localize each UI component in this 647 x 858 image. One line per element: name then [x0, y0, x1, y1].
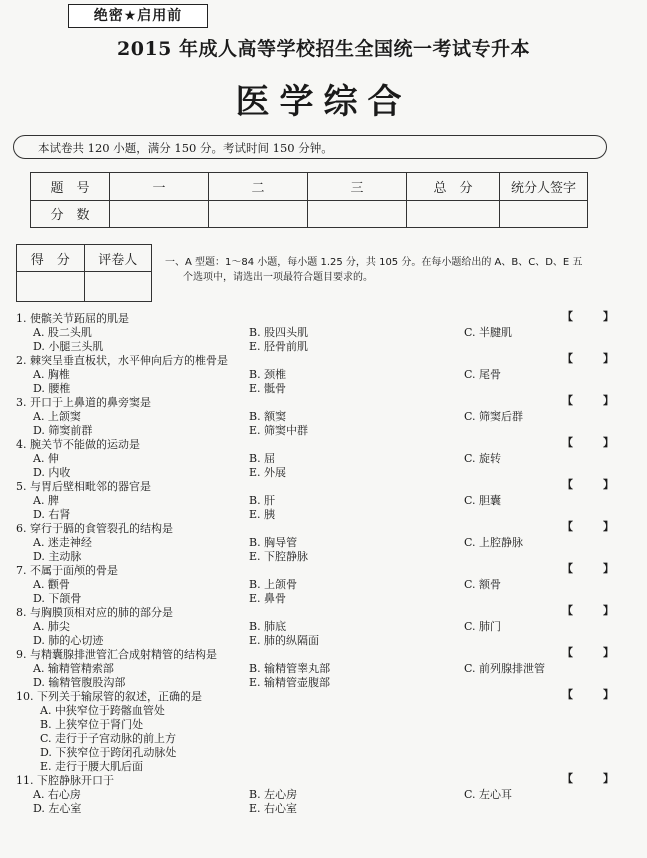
answer-bracket[interactable]	[562, 350, 622, 366]
question-stem: 7. 不属于面颅的骨是	[16, 564, 118, 577]
option-c: C. 上腔静脉	[464, 536, 524, 549]
option-b: B. 屈	[249, 452, 276, 465]
exam-subject: 医学综合	[235, 82, 412, 122]
score-cell[interactable]	[308, 200, 407, 228]
option-d: D. 右肾	[33, 508, 71, 521]
answer-bracket[interactable]	[562, 476, 622, 492]
answer-bracket-right: 】	[603, 310, 614, 323]
option-a: A. 股二头肌	[33, 326, 92, 339]
option-d: D. 筛窦前群	[33, 424, 93, 437]
exam-title: 2015 年成人高等学校招生全国统一考试专升本	[117, 38, 530, 60]
option-e: E. 下腔静脉	[249, 550, 309, 563]
score-header-cell: 统分人签字	[500, 173, 588, 201]
option-c: C. 走行于子宫动脉的前上方	[40, 732, 177, 745]
section-line: 一、A 型题：1～84 小题，每小题 1.25 分，共 105 分。在每小题给出的 A、B、C、D、E 五	[165, 257, 583, 268]
grader-table	[16, 244, 152, 302]
question-stem: 2. 棘突呈垂直板状，水平伸向后方的椎骨是	[16, 354, 228, 367]
score-row-label: 分 数	[31, 200, 110, 228]
option-b: B. 输精管睾丸部	[249, 662, 331, 675]
confidential-badge: 绝密★启用前	[68, 4, 208, 28]
answer-bracket[interactable]	[562, 644, 622, 660]
option-c: C. 胆囊	[464, 494, 502, 507]
score-header-cell: 一	[110, 173, 209, 201]
question-stem: 5. 与胃后壁相毗邻的器官是	[16, 480, 151, 493]
option-c: C. 半腱肌	[464, 326, 513, 339]
answer-bracket-left: 【	[562, 352, 573, 365]
answer-bracket[interactable]	[562, 602, 622, 618]
score-table-value-row	[31, 200, 588, 228]
option-e: E. 骶骨	[249, 382, 287, 395]
answer-bracket-left: 【	[562, 772, 573, 785]
option-d: D. 肺的心切迹	[33, 634, 104, 647]
answer-bracket-left: 【	[562, 478, 573, 491]
exam-notice: 本试卷共 120 小题，满分 150 分。考试时间 150 分钟。	[13, 135, 607, 159]
option-e: E. 输精管壶腹部	[249, 676, 331, 689]
question-stem: 8. 与胸膜顶相对应的肺的部分是	[16, 606, 173, 619]
option-c: C. 前列腺排泄管	[464, 662, 546, 675]
grader-name-cell[interactable]	[84, 272, 152, 302]
answer-bracket-right: 】	[603, 772, 614, 785]
answer-bracket[interactable]	[562, 434, 622, 450]
option-c: C. 旋转	[464, 452, 502, 465]
option-a: A. 脾	[33, 494, 59, 507]
answer-bracket-right: 】	[603, 436, 614, 449]
question-item	[16, 522, 616, 564]
option-a: A. 中狭窄位于跨髂血管处	[40, 704, 165, 717]
option-b: B. 额窦	[249, 410, 287, 423]
question-stem: 4. 腕关节不能做的运动是	[16, 438, 140, 451]
grader-name-label: 评卷人	[84, 245, 152, 272]
answer-bracket-left: 【	[562, 604, 573, 617]
question-item	[16, 480, 616, 522]
option-e: E. 右心室	[249, 802, 298, 815]
answer-bracket[interactable]	[562, 392, 622, 408]
option-d: D. 左心室	[33, 802, 82, 815]
question-stem: 10. 下列关于输尿管的叙述，正确的是	[16, 690, 202, 703]
answer-bracket-left: 【	[562, 394, 573, 407]
answer-bracket-right: 】	[603, 688, 614, 701]
score-header-cell: 三	[308, 173, 407, 201]
option-e: E. 筛窦中群	[249, 424, 309, 437]
question-item	[16, 606, 616, 648]
question-stem: 1. 使髌关节跖屈的肌是	[16, 312, 129, 325]
question-item	[16, 312, 616, 354]
score-cell[interactable]	[407, 200, 500, 228]
grader-score-label: 得 分	[17, 245, 85, 272]
option-d: D. 腰椎	[33, 382, 71, 395]
answer-bracket-left: 【	[562, 688, 573, 701]
answer-bracket-left: 【	[562, 562, 573, 575]
answer-bracket-left: 【	[562, 520, 573, 533]
score-header-cell: 二	[209, 173, 308, 201]
answer-bracket-right: 】	[603, 604, 614, 617]
option-a: A. 肺尖	[33, 620, 70, 633]
option-d: D. 下狭窄位于跨闭孔动脉处	[40, 746, 177, 759]
option-a: A. 迷走神经	[33, 536, 92, 549]
option-d: D. 下颌骨	[33, 592, 82, 605]
answer-bracket-right: 】	[603, 478, 614, 491]
score-header-cell: 总 分	[407, 173, 500, 201]
option-e: E. 胰	[249, 508, 276, 521]
option-c: C. 额骨	[464, 578, 502, 591]
option-a: A. 右心房	[33, 788, 81, 801]
question-item	[16, 396, 616, 438]
answer-bracket-left: 【	[562, 436, 573, 449]
score-cell[interactable]	[500, 200, 588, 228]
option-a: A. 颧骨	[33, 578, 70, 591]
answer-bracket-right: 】	[603, 520, 614, 533]
option-c: C. 筛窦后群	[464, 410, 524, 423]
score-table-header-row	[31, 173, 588, 201]
answer-bracket-right: 】	[603, 562, 614, 575]
question-stem: 6. 穿行于膈的食管裂孔的结构是	[16, 522, 173, 535]
question-item	[16, 774, 616, 816]
option-d: D. 内收	[33, 466, 71, 479]
question-item	[16, 354, 616, 396]
option-b: B. 左心房	[249, 788, 298, 801]
section-instructions	[165, 255, 615, 285]
option-b: B. 胸导管	[249, 536, 298, 549]
answer-bracket-right: 】	[603, 352, 614, 365]
answer-bracket-left: 【	[562, 310, 573, 323]
option-b: B. 肺底	[249, 620, 287, 633]
option-d: D. 小腿三头肌	[33, 340, 104, 353]
option-b: B. 上狭窄位于肾门处	[40, 718, 144, 731]
option-e: E. 外展	[249, 466, 287, 479]
answer-bracket[interactable]	[562, 518, 622, 534]
question-stem: 9. 与精囊腺排泄管汇合成射精管的结构是	[16, 648, 217, 661]
option-a: A. 胸椎	[33, 368, 70, 381]
grader-score-cell[interactable]	[17, 272, 85, 302]
answer-bracket-right: 】	[603, 394, 614, 407]
option-c: C. 肺门	[464, 620, 502, 633]
option-a: A. 上颌窦	[33, 410, 81, 423]
score-cell[interactable]	[209, 200, 308, 228]
question-list	[16, 312, 616, 816]
question-stem: 3. 开口于上鼻道的鼻旁窦是	[16, 396, 151, 409]
option-c: C. 左心耳	[464, 788, 513, 801]
option-d: D. 输精管腹股沟部	[33, 676, 126, 689]
option-b: B. 颈椎	[249, 368, 287, 381]
option-e: E. 肺的纵隔面	[249, 634, 320, 647]
option-e: E. 胫骨前肌	[249, 340, 309, 353]
question-item	[16, 648, 616, 690]
question-item	[16, 438, 616, 480]
answer-bracket-right: 】	[603, 646, 614, 659]
option-c: C. 尾骨	[464, 368, 502, 381]
option-b: B. 股四头肌	[249, 326, 309, 339]
answer-bracket[interactable]	[562, 770, 622, 786]
score-table	[30, 172, 588, 228]
answer-bracket[interactable]	[562, 308, 622, 324]
option-e: E. 走行于腰大肌后面	[40, 760, 144, 773]
option-e: E. 鼻骨	[249, 592, 287, 605]
question-item	[16, 564, 616, 606]
question-item	[16, 690, 616, 774]
question-stem: 11. 下腔静脉开口于	[16, 774, 114, 787]
option-b: B. 肝	[249, 494, 276, 507]
answer-bracket-left: 【	[562, 646, 573, 659]
section-line: 个选项中，请选出一项最符合题目要求的。	[183, 272, 373, 283]
option-a: A. 输精管精索部	[33, 662, 114, 675]
score-header-cell: 题 号	[31, 173, 110, 201]
answer-bracket[interactable]	[562, 560, 622, 576]
option-b: B. 上颌骨	[249, 578, 298, 591]
answer-bracket[interactable]	[562, 686, 622, 702]
option-a: A. 伸	[33, 452, 59, 465]
score-cell[interactable]	[110, 200, 209, 228]
option-d: D. 主动脉	[33, 550, 82, 563]
